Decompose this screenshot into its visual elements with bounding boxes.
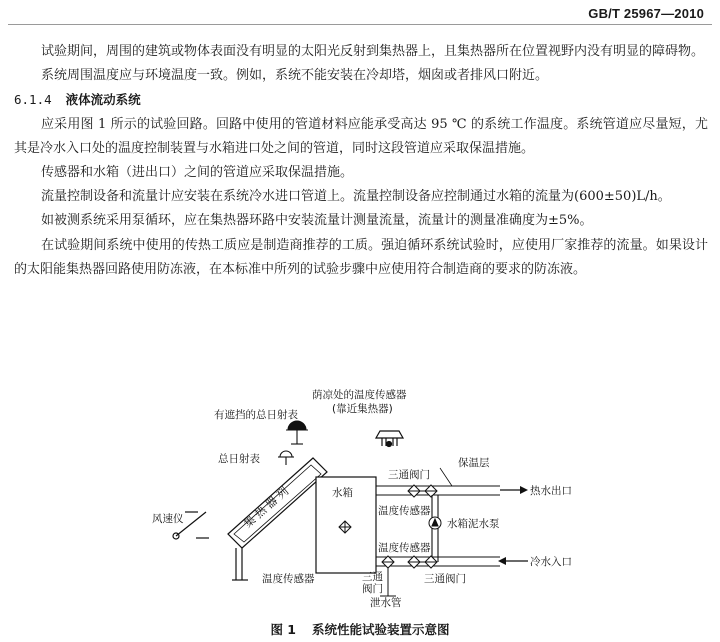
section-heading (14, 88, 708, 112)
shaded-pyranometer-label: 有遮挡的总日射表 (214, 409, 298, 421)
body-text (14, 40, 708, 282)
shaded-pyranometer-icon (286, 421, 308, 444)
pyranometer-icon (278, 451, 294, 465)
valve-left-label-line2: 阀门 (362, 583, 383, 595)
pump-label: 水箱泥水泵 (447, 518, 500, 530)
figure-caption (0, 620, 720, 638)
three-way-valve-top-label: 三通阀门 (388, 469, 430, 481)
valve-left-label-line1: 三通 (362, 571, 383, 583)
figure-title: 系统性能试验装置示意图 (312, 622, 450, 637)
hot-water-pipe (376, 486, 500, 495)
paragraph: 流量控制设备和流量计应安装在系统冷水进口管道上。流量控制设备应控制通过水箱的流量为(600±50)L/h。 (41, 189, 671, 205)
anemometer-label: 风速仪 (152, 513, 184, 525)
section-number: 6.1.4 (14, 92, 52, 108)
paragraph: 在试验期间系统中使用的传热工质应是制造商推荐的工质。强迫循环系统试验时，应使用厂家推荐的流量。如果设计的太阳能集热器回路使用防冻液，在本标准中所列的试验步骤中应使用符合制造商的要求的防冻液。 (14, 237, 708, 277)
shaded-sensor-label: 荫凉处的温度传感器 (312, 389, 407, 401)
header-rule (8, 24, 712, 25)
temp-sensor-right-bottom-label: 温度传感器 (378, 542, 431, 554)
drain-pipe-label: 泄水管 (370, 597, 402, 609)
hot-outlet-arrowhead (520, 486, 528, 494)
paragraph: 传感器和水箱（进出口）之间的管道应采取保温措施。 (41, 165, 354, 181)
cold-water-inlet-label: 冷水入口 (530, 556, 572, 568)
three-way-valve-bottom-label: 三通阀门 (424, 573, 466, 585)
figure-number: 图 1 (270, 622, 297, 637)
cold-inlet-arrowhead (498, 557, 506, 565)
temp-sensor-left-label: 温度传感器 (262, 573, 315, 585)
hot-water-outlet-label: 热水出口 (530, 485, 572, 497)
tank-label: 水箱 (332, 487, 353, 499)
pyranometer-label: 总日射表 (218, 453, 260, 465)
paragraph: 系统周围温度应与环境温度一致。例如，系统不能安装在冷却塔，烟囱或者排风口附近。 (41, 68, 549, 84)
paragraph: 应采用图 1 所示的试验回路。回路中使用的管道材料应能承受高达 95 ℃ 的系统工作温度。系统管道应尽量短，尤其是冷水入口处的温度控制装置与水箱进口处之间的管道，同时这段管道应采取保温措施。 (14, 116, 708, 156)
standard-number: GB/T 25967—2010 (588, 6, 704, 21)
collector-label: 集 热 器 列 (241, 484, 292, 531)
pump-icon (429, 517, 441, 529)
paragraph: 如被测系统采用泵循环，应在集热器环路中安装流量计测量流量，流量计的测量准确度为±5%。 (41, 213, 593, 229)
paragraph: 试验期间，周围的建筑或物体表面没有明显的太阳光反射到集热器上，且集热器所在位置视野内没有明显的障碍物。 (41, 44, 705, 59)
insulation-label: 保温层 (458, 457, 490, 469)
system-test-diagram (0, 380, 720, 618)
insulation-leader (440, 468, 452, 486)
section-title: 液体流动系统 (65, 92, 141, 108)
shaded-sensor-note: (靠近集热器) (332, 403, 393, 415)
shaded-sensor-icon (376, 431, 403, 447)
temp-sensor-right-top-label: 温度传感器 (378, 505, 431, 517)
